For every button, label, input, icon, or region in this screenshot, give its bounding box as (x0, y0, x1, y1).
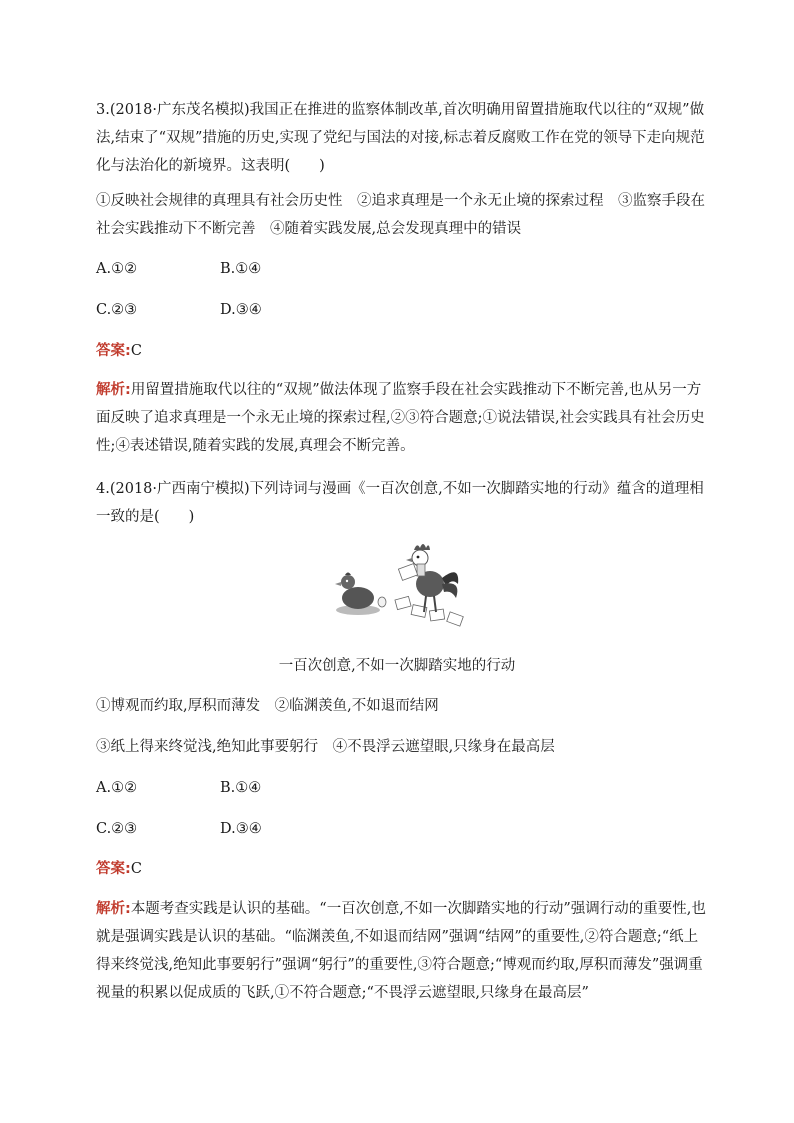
q4-analysis-para (96, 895, 706, 1007)
q3-analysis-text: 用留置措施取代以往的“双规”做法体现了监察手段在社会实践推动下不断完善,也从另一方面反映了追求真理是一个永无止境的探索过程,②③符合题意;①说法错误,社会实践具有社会历史性;④表述错误,随着实践的发展,真理会不断完善。 (96, 382, 705, 454)
q4-answer-label: 答案: (96, 861, 131, 877)
q4-answer-value: C (130, 861, 142, 877)
q4-analysis-text: 本题考查实践是认识的基础。“一百次创意,不如一次脚踏实地的行动”强调行动的重要性,也就是强调实践是认识的基础。“临渊羡鱼,不如退而结网”强调“结网”的重要性,②符合题意;“纸上得来终觉浅,绝知此事要躬行”强调“躬行”的重要性,③符合题意;“博观而约取,厚积而薄发”强调重视量的积累以促成质的飞跃,①不符合题意;“不畏浮云遮望眼,只缘身在最高层” (96, 901, 706, 1001)
q4-option-d: D.③④ (220, 821, 262, 837)
q3-analysis-label: 解析: (96, 382, 131, 398)
q3-statements-text: ①反映社会规律的真理具有社会历史性 ②追求真理是一个永无止境的探索过程 ③监察手段在社会实践推动下不断完善 ④随着实践发展,总会发现真理中的错误 (96, 193, 705, 237)
q3-option-c: C.②③ (96, 302, 138, 318)
q3-stem-text: 3.(2018·广东茂名模拟)我国正在推进的监察体制改革,首次明确用留置措施取代以往的“双规”做法,结束了“双规”措施的历史,实现了党纪与国法的对接,标志着反腐败工作在党的领导下走向规范化与法治化的新境界。这表明( ) (96, 102, 705, 174)
q3-option-d: D.③④ (220, 302, 262, 318)
q3-answer (96, 341, 142, 361)
q4-analysis (96, 895, 706, 1007)
q4-statements-line-1: ①博观而约取,厚积而薄发 ②临渊羡鱼,不如退而结网 (96, 698, 439, 714)
q3-option-a: A.①② (96, 261, 138, 277)
cartoon-illustration (318, 538, 478, 638)
q4-option-b: B.①④ (220, 780, 262, 796)
q3-answer-label: 答案: (96, 343, 131, 359)
q4-option-c: C.②③ (96, 821, 138, 837)
q4-statements-line-2: ③纸上得来终觉浅,绝知此事要躬行 ④不畏浮云遮望眼,只缘身在最高层 (96, 739, 555, 755)
q4-analysis-label: 解析: (96, 901, 131, 917)
q3-statements (96, 187, 706, 243)
q3-option-b: B.①④ (220, 261, 262, 277)
q3-analysis (96, 376, 706, 460)
q3-answer-value: C (130, 343, 142, 359)
q3-stem (96, 96, 706, 180)
q4-stem-text: 4.(2018·广西南宁模拟)下列诗词与漫画《一百次创意,不如一次脚踏实地的行动》蕴含的道理相一致的是( ) (96, 481, 704, 525)
q4-stem (96, 475, 706, 531)
q4-option-a: A.①② (96, 780, 138, 796)
figure-caption: 一百次创意,不如一次脚踏实地的行动 (278, 658, 516, 674)
q4-answer (96, 859, 142, 879)
q3-analysis-para (96, 376, 706, 460)
